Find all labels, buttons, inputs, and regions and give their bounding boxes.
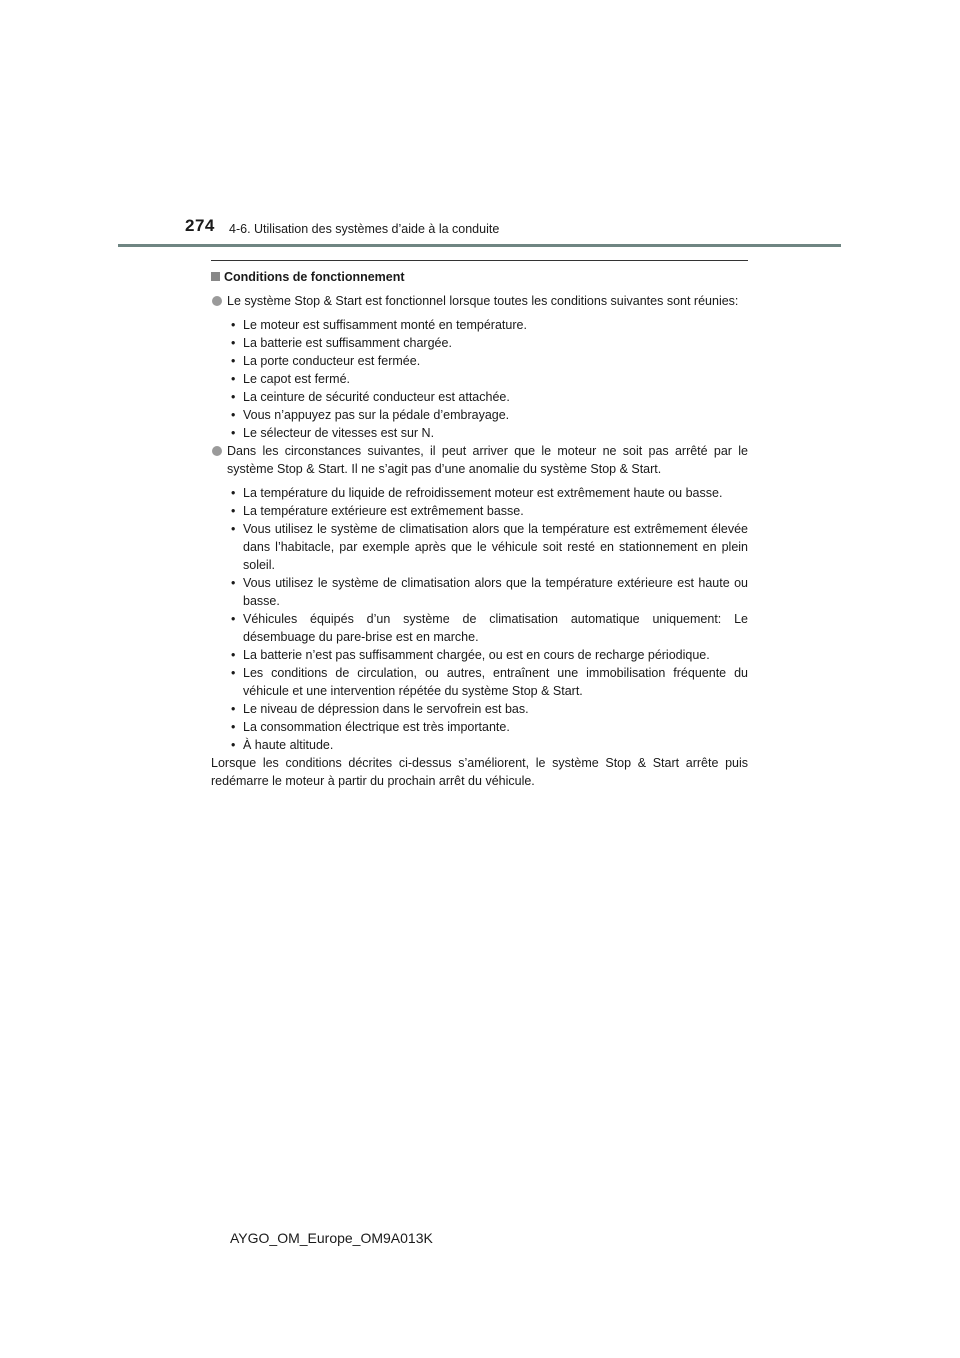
- square-bullet-icon: [211, 272, 220, 281]
- section-heading: [211, 268, 748, 286]
- list-item: • Le moteur est suffisamment monté en température.: [231, 318, 527, 332]
- bullet-icon: •: [231, 354, 236, 368]
- header-divider: [118, 244, 841, 247]
- list-item: • La température du liquide de refroidissement moteur est extrêmement haute ou basse.: [231, 486, 723, 500]
- bullet-icon: •: [231, 612, 236, 626]
- bullet-icon: •: [231, 318, 236, 332]
- list-item: • Vous utilisez le système de climatisation alors que la température est extrêmement élevée dans l’habitacle, par exemple après que le véhicule soit resté en stationnement en plein soleil.: [231, 522, 748, 572]
- list-item: • À haute altitude.: [231, 738, 334, 752]
- bullet-icon: •: [231, 390, 236, 404]
- circle-bullet-icon: [212, 296, 222, 306]
- bullet-icon: •: [231, 738, 236, 752]
- bullet-icon: •: [231, 486, 236, 500]
- list-item: • Vous utilisez le système de climatisation alors que la température extérieure est haute ou basse.: [231, 576, 748, 608]
- bullet-icon: •: [231, 372, 236, 386]
- condition-item: [211, 442, 748, 478]
- section-divider: [211, 260, 748, 261]
- bullet-icon: •: [231, 408, 236, 422]
- condition-item: [211, 292, 748, 310]
- condition-list: [211, 316, 748, 442]
- list-item: • Le niveau de dépression dans le servofrein est bas.: [231, 702, 529, 716]
- document-code: AYGO_OM_Europe_OM9A013K: [230, 1230, 433, 1246]
- list-item: • La consommation électrique est très importante.: [231, 720, 510, 734]
- circle-bullet-icon: [212, 446, 222, 456]
- bullet-icon: •: [231, 702, 236, 716]
- bullet-icon: •: [231, 504, 236, 518]
- bullet-icon: •: [231, 336, 236, 350]
- condition-item-text: Dans les circonstances suivantes, il peut arriver que le moteur ne soit pas arrêté par le système Stop & Start. Il ne s’agit pas d’une anomalie du système Stop & Start.: [227, 444, 748, 476]
- section-heading-text: Conditions de fonctionnement: [224, 270, 405, 284]
- bullet-icon: •: [231, 666, 236, 680]
- list-item: • Le sélecteur de vitesses est sur N.: [231, 426, 435, 440]
- section-content: [211, 268, 748, 790]
- list-item: • La température extérieure est extrêmement basse.: [231, 504, 524, 518]
- closing-paragraph: Lorsque les conditions décrites ci-dessus s’améliorent, le système Stop & Start arrête puis redémarre le moteur à partir du prochain arrêt du véhicule.: [211, 756, 748, 788]
- circumstance-list: [211, 484, 748, 754]
- list-item: • La batterie n’est pas suffisamment chargée, ou est en cours de recharge périodique.: [231, 648, 710, 662]
- list-item: • Les conditions de circulation, ou autres, entraînent une immobilisation fréquente du véhicule et une intervention répétée du système Stop & Start.: [231, 666, 748, 698]
- list-item: • Vous n’appuyez pas sur la pédale d’embrayage.: [231, 408, 510, 422]
- bullet-icon: •: [231, 522, 236, 536]
- list-item: • Véhicules équipés d’un système de climatisation automatique uniquement: Le désembuage du pare-brise est en marche.: [231, 612, 748, 644]
- list-item: • La batterie est suffisamment chargée.: [231, 336, 452, 350]
- list-item: • La ceinture de sécurité conducteur est attachée.: [231, 390, 510, 404]
- bullet-icon: •: [231, 648, 236, 662]
- list-item: • Le capot est fermé.: [231, 372, 351, 386]
- list-item: • La porte conducteur est fermée.: [231, 354, 421, 368]
- bullet-icon: •: [231, 720, 236, 734]
- bullet-icon: •: [231, 426, 236, 440]
- condition-item-text: Le système Stop & Start est fonctionnel lorsque toutes les conditions suivantes sont réunies:: [227, 294, 739, 308]
- page-number: 274: [185, 216, 215, 235]
- bullet-icon: •: [231, 576, 236, 590]
- chapter-title: 4-6. Utilisation des systèmes d’aide à la conduite: [229, 222, 500, 236]
